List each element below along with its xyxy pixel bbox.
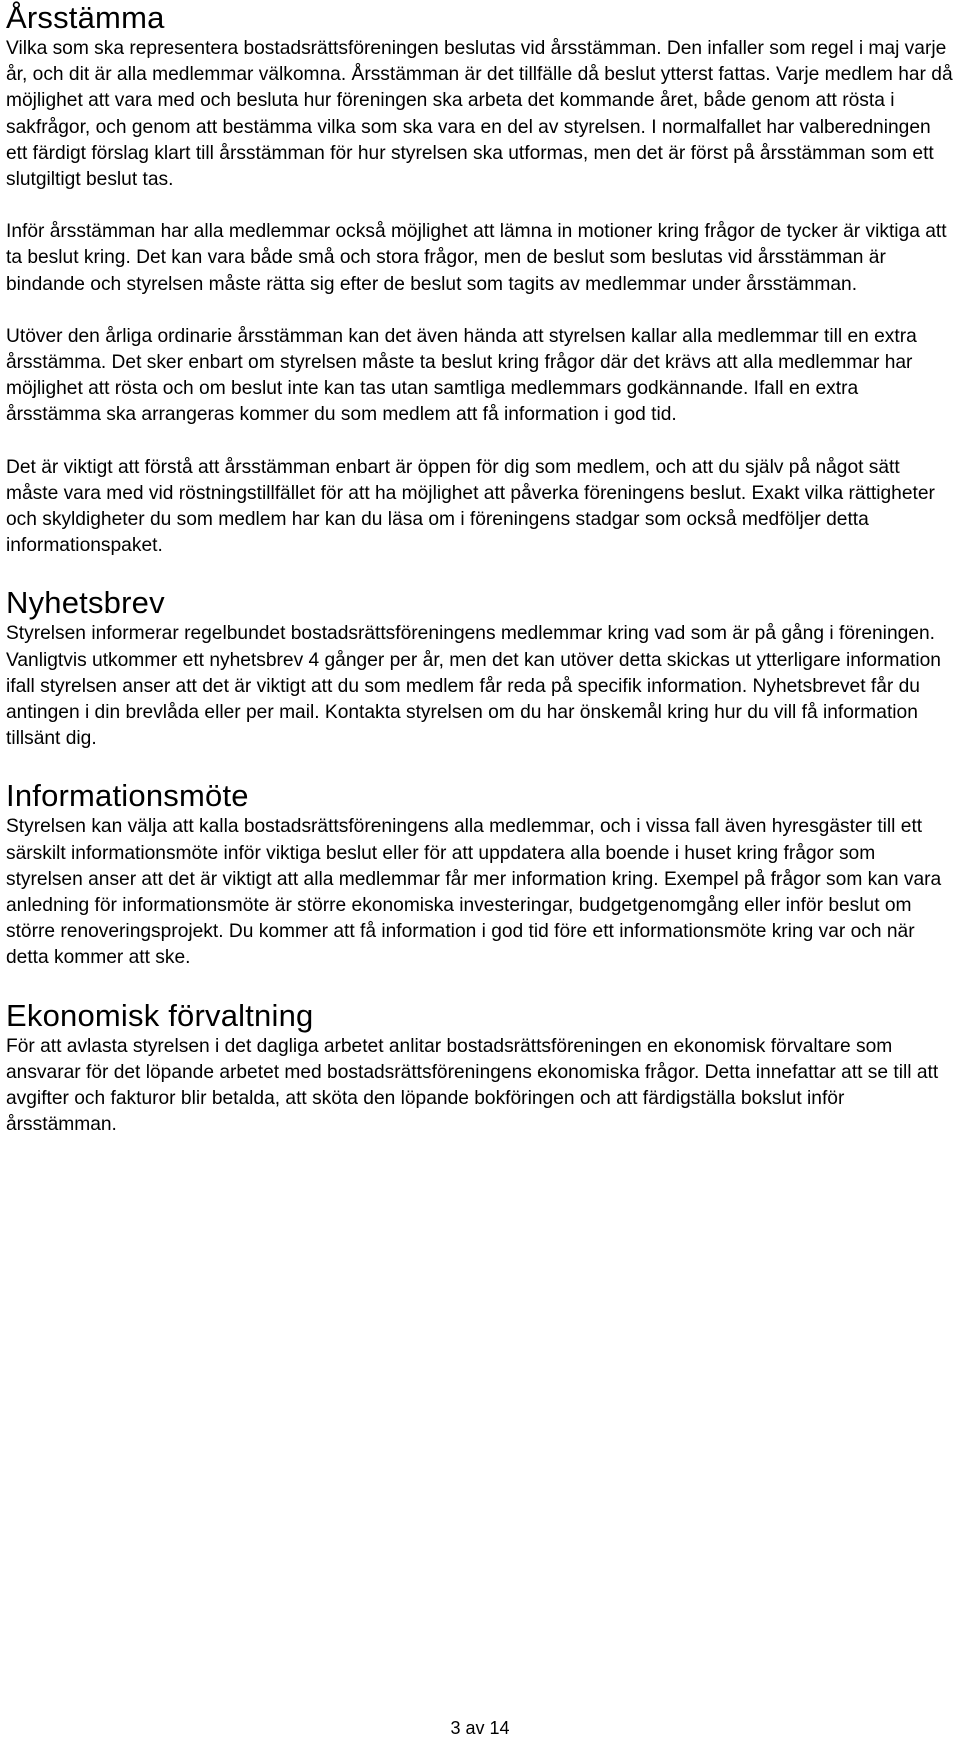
section-ekonomisk-forvaltning [6, 998, 954, 1139]
paragraph: För att avlasta styrelsen i det dagliga arbetet anlitar bostadsrättsföreningen en ekonomisk förvaltare som ansvarar för det löpande arbetet med bostadsrättsföreningens ekonomiska frågor. Detta innefattar att se till att avgifter och fakturor blir betalda, att sköta den löpande bokföringen och att färdigställa bokslut inför årsstämman. [6, 1035, 939, 1136]
paragraph: Inför årsstämman har alla medlemmar också möjlighet att lämna in motioner kring frågor de tycker är viktiga att ta beslut kring. Det kan vara både små och stora frågor, men de beslut som beslutas vid årsstämman är bindande och styrelsen måste rätta sig efter de beslut som tagits av medlemmar under årsstämman. [6, 221, 947, 295]
section-heading: Nyhetsbrev [6, 585, 165, 621]
section-arsstamma [6, 0, 954, 559]
paragraph: Utöver den årliga ordinarie årsstämman kan det även hända att styrelsen kallar alla medlemmar till en extra årsstämma. Det sker enbart om styrelsen måste ta beslut kring frågor där det krävs att alla medlemmar har möjlighet att rösta och om beslut inte kan tas utan samtliga medlemmars godkännande. Ifall en extra årsstämma ska arrangeras kommer du som medlem att få information i god tid. [6, 325, 917, 426]
document-page [6, 0, 954, 1139]
section-heading: Årsstämma [6, 0, 165, 35]
section-heading: Informationsmöte [6, 778, 249, 814]
paragraph: Vilka som ska representera bostadsrättsföreningen beslutas vid årsstämman. Den infaller som regel i maj varje år, och dit är alla medlemmar välkomna. Årsstämman är det tillfälle då beslut ytterst fattas. Varje medlem har då möjlighet att vara med och besluta hur föreningen ska arbeta det kommande året, både genom att rösta i sakfrågor, och genom att bestämma vilka som ska vara en del av styrelsen. I normalfallet har valberedningen ett färdigt förslag klart till årsstämman för hur styrelsen ska utformas, men det är först på årsstämman som ett slutgiltigt beslut tas. [6, 38, 953, 191]
section-informationsmote [6, 778, 954, 971]
section-heading: Ekonomisk förvaltning [6, 997, 314, 1033]
section-nyhetsbrev [6, 585, 954, 752]
paragraph: Styrelsen informerar regelbundet bostadsrättsföreningens medlemmar kring vad som är på gång i föreningen. Vanligtvis utkommer ett nyhetsbrev 4 gånger per år, men det kan utöver detta skickas ut ytterligare information ifall styrelsen anser att det är viktigt att du som medlem får reda på specifik information. Nyhetsbrevet får du antingen i din brevlåda eller per mail. Kontakta styrelsen om du har önskemål kring hur du vill få information tillsänt dig. [6, 623, 941, 750]
page-number: 3 av 14 [450, 1718, 510, 1738]
paragraph: Det är viktigt att förstå att årsstämman enbart är öppen för dig som medlem, och att du själv på något sätt måste vara med vid röstningstillfället för att ha möjlighet att påverka föreningens beslut. Exakt vilka rättigheter och skyldigheter du som medlem har kan du läsa om i föreningens stadgar som också medföljer detta informationspaket. [6, 456, 935, 557]
paragraph: Styrelsen kan välja att kalla bostadsrättsföreningens alla medlemmar, och i vissa fall även hyresgäster till ett särskilt informationsmöte inför viktiga beslut eller för att uppdatera alla boende i huset kring frågor som styrelsen anser att det är viktigt att alla medlemmar får mer information kring. Exempel på frågor som kan vara anledning för informationsmöte är större ekonomiska investeringar, budgetgenomgång eller inför beslut om större renoveringsprojekt. Du kommer att få information i god tid före ett informationsmöte kring var och när detta kommer att ske. [6, 816, 942, 969]
